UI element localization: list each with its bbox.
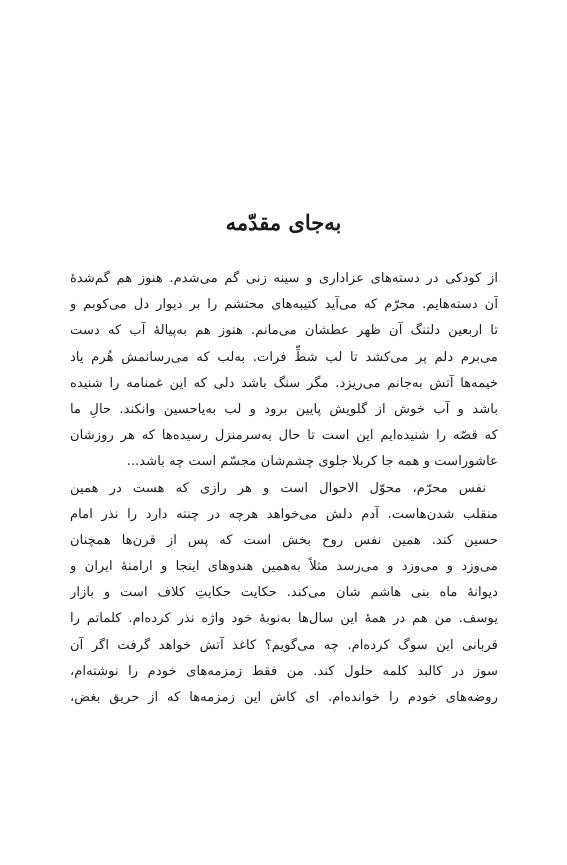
text-line: خیمه‌ها آتش به‌جانم می‌ریزد. مگر سنگ باشد دلی که این غمنامه را شنیده [70,375,498,391]
text-line: تا اربعین دلتنگ آن ظهر عطشان می‌مانم. هنوز هم به‌پیالهٔ آب که دست [70,323,498,339]
text-line: باشد و آب خوش از گلویش پایین برود و لب به‌یاحسین وانکند. حالِ ما [70,401,498,417]
text-line: حسین کند. همین نفس روح بخش است که پس از قرن‌ها همچنان [70,532,498,548]
paragraph-1 [70,266,498,476]
text-line: روضه‌های خودم را خوانده‌ام. ای کاش این زمزمه‌ها که از حریق بغض، [70,690,498,705]
paragraph-2 [70,476,498,712]
text-line: عاشوراست و همه جا کربلا جلوی چشم‌شان مجسّم است چه باشد... [126,454,498,470]
text-line: سوز در کالبد کلمه حلول کند. من فقط زمزمه‌های خودم را نوشته‌ام، [70,663,498,679]
text-line: یوسف. من هم در همهٔ این سال‌ها به‌نوبهٔ خود واژه نذر کرده‌ام. کلماتم را [70,611,498,627]
text-line: می‌برم دلم پر می‌کشد تا لب شطِّ فرات. به‌لب که می‌رسانمش هُرم یاد [70,349,498,365]
text-line: می‌وزد و می‌وزد و می‌رسد مثلاً به‌همین هندوهای اینجا و ارامنهٔ ایران و [70,559,498,575]
text-line: نفس محرّم، محوّل الاحوال است و هر رازی که هست در همین [70,480,486,496]
text-line: منقلب شدن‌هاست. آدم دلش می‌خواهد هرچه در چنته دارد را نذر امام [70,506,498,522]
text-line: که قصّه را شنیده‌ایم این است تا حال به‌سرمنزل رسیده‌ها که هر روزشان [70,428,498,444]
text-line: آن دسته‌هایم. محرّم که می‌آید کتیبه‌های محتشم را بر دیوار دل می‌کوبم و [70,297,498,313]
text-line: از کودکی در دسته‌های عزاداری و سینه زنی گم می‌شدم. هنوز هم گم‌شدهٔ [70,271,498,286]
text-line: دیوانهٔ ماه بنی هاشم شان می‌کند. حکایت حکایتِ کلاف است و بازار [70,585,498,601]
text-line: قربانی این سوگ کرده‌ام. چه می‌گویم؟ کاغذ آتش خواهد گرفت اگر آن [70,637,498,653]
chapter-title: به‌جای مقدّمه [225,210,342,235]
body-text [70,266,498,711]
